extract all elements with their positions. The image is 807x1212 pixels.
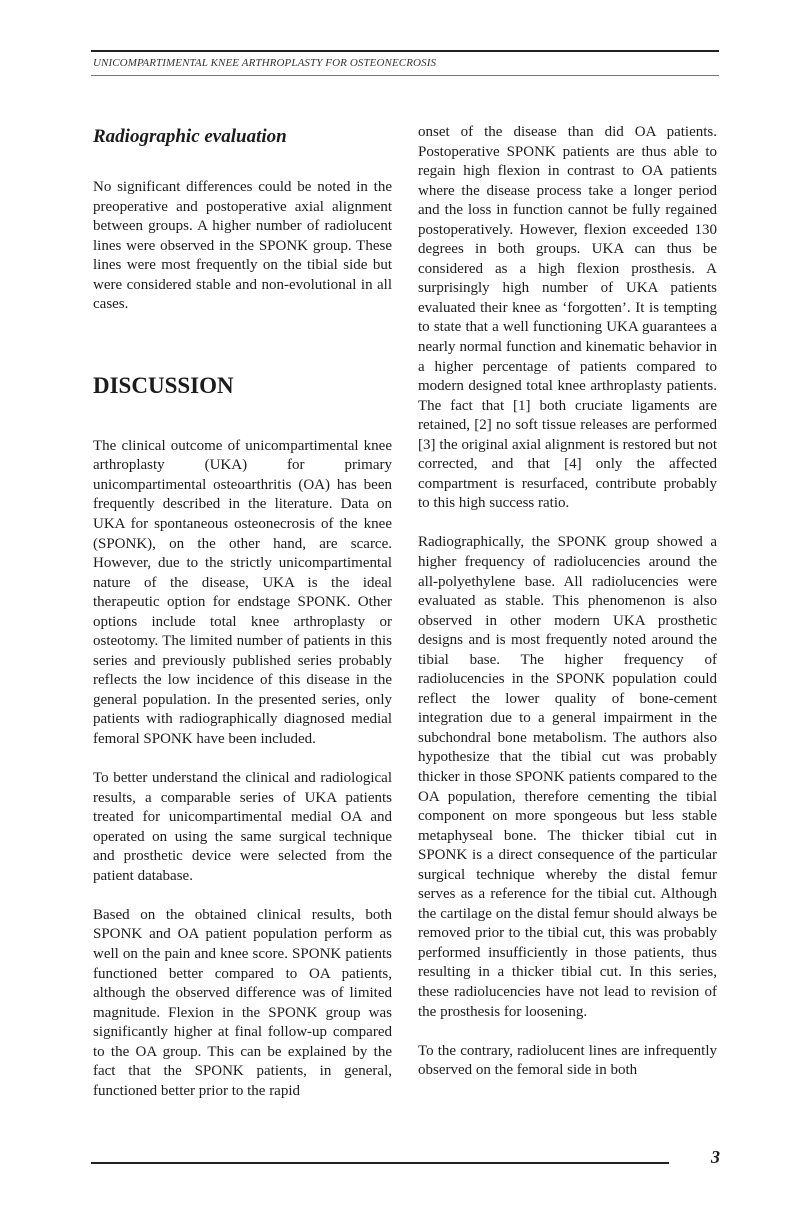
header-bottom-rule — [91, 75, 719, 76]
right-paragraph-1: onset of the disease than did OA patients. Postoperative SPONK patients are thus able to regain high flexion in contrast to OA patients where the disease process take a longer period and the loss in function cannot be fully regained postoperatively. However, flexion exceeded 130 degrees in both groups. UKA can thus be considered as a high flexion prosthesis. A surprisingly high number of UKA patients evaluated their knee as ‘forgotten’. It is tempting to state that a well functioning UKA guarantees a nearly normal function and kinematic behavior in a higher percentage of patients compared to modern designed total knee arthroplasty patients. The fact that [1] both cruciate ligaments are retained, [2] no soft tissue releases are performed [3] the original axial alignment is restored but not corrected, and that [4] only the affected compartment is resurfaced, contribute probably to this high success ratio. — [418, 124, 717, 512]
running-title: UNICOMPARTIMENTAL KNEE ARTHROPLASTY FOR OSTEONECROSIS — [93, 57, 437, 69]
header-top-rule — [91, 50, 719, 52]
left-column — [93, 120, 392, 1101]
right-column — [418, 123, 717, 1081]
radiographic-paragraph: No significant differences could be noted in the preoperative and postoperative axial alignment between groups. A higher number of radiolucent lines were observed in the SPONK group. These lines were most frequently on the tibial side but were considered stable and non-evolutional in all cases. — [93, 179, 392, 313]
discussion-paragraph-3: Based on the obtained clinical results, both SPONK and OA patient population perform as well on the pain and knee score. SPONK patients functioned better compared to OA patients, although the observed difference was of limited magnitude. Flexion in the SPONK group was significantly higher at final follow-up compared to the OA group. This can be explained by the fact that the SPONK patients, in general, functioned better prior to the rapid — [93, 906, 392, 1099]
discussion-paragraph-1: The clinical outcome of unicompartimental knee arthroplasty (UKA) for primary unicompartimental osteoarthritis (OA) has been frequently described in the literature. Data on UKA for spontaneous osteonecrosis of the knee (SPONK), on the other hand, are scarce. However, due to the strictly unicompartimental nature of the disease, UKA is the ideal therapeutic option for endstage SPONK. Other options include total knee arthroplasty or osteotomy. The limited number of patients in this series and previously published series probably reflects the low incidence of this disease in the general population. In the presented series, only patients with radiographically diagnosed medial femoral SPONK have been included. — [93, 437, 392, 748]
discussion-paragraph-2: To better understand the clinical and radiological results, a comparable series of UKA patients treated for unicompartimental medial OA and operated on using the same surgical technique and prosthetic device were selected from the patient database. — [93, 770, 392, 884]
right-paragraph-2: Radiographically, the SPONK group showed a higher frequency of radiolucencies around the all-polyethylene base. All radiolucencies were evaluated as stable. This phenomenon is also observed in other modern UKA prosthetic designs and is most frequently noted around the tibial base. The higher frequency of radiolucencies in the SPONK population could reflect the lower quality of bone-cement integration due to a general impairment in the subchondral bone metabolism. The authors also hypothesize that the tibial cut was probably thicker in those SPONK patients compared to the OA population, therefore cementing the tibial component on more spongeous but less stable metaphyseal bone. The thicker tibial cut in SPONK is a direct consequence of the particular surgical technique whereby the distal femur serves as a reference for the tibial cut. Although the cartilage on the distal femur should always be removed prior to the tibial cut, this was probably performed insufficiently in those patients, thus resulting in a thicker tibial cut. In this series, these radiolucencies have not lead to revision of the prosthesis for loosening. — [418, 534, 717, 1020]
discussion-heading: DISCUSSION — [93, 372, 234, 398]
right-paragraph-3: To the contrary, radiolucent lines are infrequently observed on the femoral side in both — [418, 1042, 717, 1079]
section-subheading: Radiographic evaluation — [93, 126, 287, 147]
footer-rule — [91, 1162, 669, 1164]
page-number: 3 — [711, 1147, 720, 1167]
